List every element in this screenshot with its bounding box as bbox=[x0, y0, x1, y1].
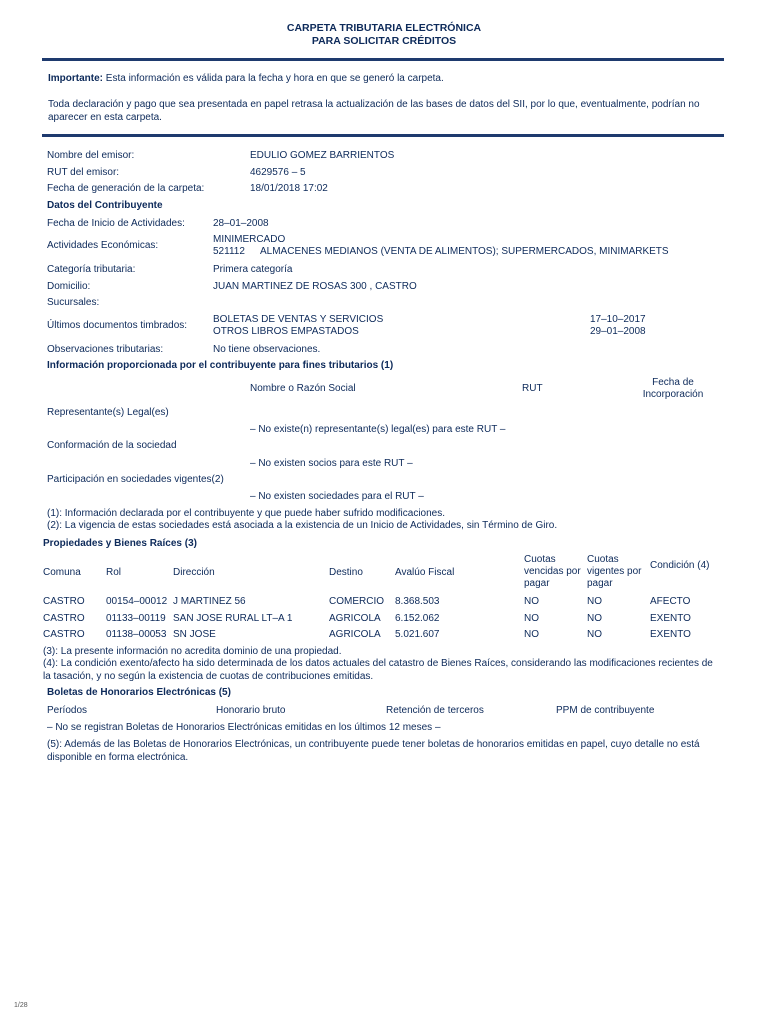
document-title bbox=[0, 22, 768, 48]
cell-condicion: AFECTO bbox=[650, 596, 691, 607]
cell-rol: 00154–00012 bbox=[106, 596, 168, 607]
propiedades-heading: Propiedades y Bienes Raíces (3) bbox=[43, 538, 197, 549]
conformacion-empty: – No existen socios para este RUT – bbox=[250, 458, 413, 469]
doc-1-date: 17–10–2017 bbox=[590, 314, 646, 325]
cell-avaluo: 5.021.607 bbox=[395, 629, 440, 640]
observaciones-label: Observaciones tributarias: bbox=[47, 344, 164, 355]
participacion-label: Participación en sociedades vigentes(2) bbox=[47, 474, 224, 485]
cell-vigentes: NO bbox=[587, 596, 602, 607]
cell-condicion: EXENTO bbox=[650, 629, 691, 640]
actividades-label: Actividades Económicas: bbox=[47, 240, 159, 251]
note-1: (1): Información declarada por el contribuyente y que puede haber sufrido modificaciones. bbox=[47, 508, 446, 519]
cell-comuna: CASTRO bbox=[43, 613, 85, 624]
page-number: 1/28 bbox=[14, 1002, 28, 1009]
doc-2: OTROS LIBROS EMPASTADOS bbox=[213, 326, 359, 337]
cell-rol: 01133–00119 bbox=[106, 613, 166, 624]
important-text: Esta información es válida para la fecha y hora en que se generó la carpeta. bbox=[105, 73, 444, 84]
representantes-empty: – No existe(n) representante(s) legal(es) para este RUT – bbox=[250, 424, 506, 435]
note-4: (4): La condición exento/afecto ha sido determinada de los datos actuales del catastro de Bienes Raíces, considerando las modificaciones recientes de la tasación, y no según la existencia de cuotas de contribuciones emitidas. bbox=[43, 658, 713, 682]
col-retencion: Retención de terceros bbox=[386, 705, 484, 716]
note-5: (5): Además de las Boletas de Honorarios Electrónicas, un contribuyente puede tener boletas de honorarios emitidas en papel, cuyo detalle no está disponible en forma electrónica. bbox=[47, 739, 700, 763]
emisor-rut: 4629576 – 5 bbox=[250, 167, 306, 178]
actividad-2: ALMACENES MEDIANOS (VENTA DE ALIMENTOS); SUPERMERCADOS, MINIMARKETS bbox=[260, 246, 669, 257]
cell-destino: AGRICOLA bbox=[329, 629, 381, 640]
observaciones-value: No tiene observaciones. bbox=[213, 344, 321, 355]
cell-vigentes: NO bbox=[587, 629, 602, 640]
emisor-rut-label: RUT del emisor: bbox=[47, 167, 120, 178]
col-rut: RUT bbox=[522, 383, 543, 394]
cell-comuna: CASTRO bbox=[43, 629, 85, 640]
doc-2-date: 29–01–2008 bbox=[590, 326, 646, 337]
conformacion-label: Conformación de la sociedad bbox=[47, 440, 177, 451]
col-ppm: PPM de contribuyente bbox=[556, 705, 655, 716]
actividad-1: MINIMERCADO bbox=[213, 234, 286, 245]
cell-destino: COMERCIO bbox=[329, 596, 384, 607]
notice-rule bbox=[42, 134, 724, 137]
cell-vencidas: NO bbox=[524, 629, 539, 640]
th-comuna: Comuna bbox=[43, 567, 81, 578]
note-2: (2): La vigencia de estas sociedades está asociada a la existencia de un Inicio de Actividades, sin Término de Giro. bbox=[47, 520, 558, 531]
cell-vencidas: NO bbox=[524, 596, 539, 607]
title-line-2: PARA SOLICITAR CRÉDITOS bbox=[311, 35, 457, 47]
categoria-label: Categoría tributaria: bbox=[47, 264, 136, 275]
boletas-heading: Boletas de Honorarios Electrónicas (5) bbox=[47, 687, 231, 698]
inicio-label: Fecha de Inicio de Actividades: bbox=[47, 218, 185, 229]
important-label: Importante: bbox=[48, 73, 103, 84]
cell-direccion: J MARTINEZ 56 bbox=[173, 596, 246, 607]
important-notice bbox=[48, 73, 444, 84]
cell-direccion: SAN JOSE RURAL LT–A 1 bbox=[173, 613, 293, 624]
participacion-empty: – No existen sociedades para el RUT – bbox=[250, 491, 424, 502]
inicio-value: 28–01–2008 bbox=[213, 218, 269, 229]
th-destino: Destino bbox=[329, 567, 363, 578]
doc-1: BOLETAS DE VENTAS Y SERVICIOS bbox=[213, 314, 384, 325]
th-direccion: Dirección bbox=[173, 567, 215, 578]
info-heading: Información proporcionada por el contribuyente para fines tributarios (1) bbox=[47, 360, 394, 371]
cell-avaluo: 6.152.062 bbox=[395, 613, 440, 624]
emisor-name: EDULIO GOMEZ BARRIENTOS bbox=[250, 150, 395, 161]
cell-vigentes: NO bbox=[587, 613, 602, 624]
th-avaluo: Avalúo Fiscal bbox=[395, 567, 455, 578]
timbrados-label: Últimos documentos timbrados: bbox=[47, 320, 188, 331]
col-periodos: Períodos bbox=[47, 705, 88, 716]
top-rule bbox=[42, 58, 724, 61]
th-condicion: Condición (4) bbox=[650, 560, 710, 571]
th-rol: Rol bbox=[106, 567, 122, 578]
th-cuotas-vencidas: Cuotas vencidas por pagar bbox=[524, 554, 581, 589]
generation-date: 18/01/2018 17:02 bbox=[250, 183, 328, 194]
generation-date-label: Fecha de generación de la carpeta: bbox=[47, 183, 205, 194]
domicilio-label: Domicilio: bbox=[47, 281, 91, 292]
representantes-label: Representante(s) Legal(es) bbox=[47, 407, 169, 418]
paper-notice: Toda declaración y pago que sea presentada en papel retrasa la actualización de las bases de datos del SII, por lo que, eventualmente, podrían no aparecer en esta carpeta. bbox=[48, 99, 700, 123]
cell-rol: 01138–00053 bbox=[106, 629, 167, 640]
sucursales-label: Sucursales: bbox=[47, 297, 100, 308]
cell-vencidas: NO bbox=[524, 613, 539, 624]
title-line-1: CARPETA TRIBUTARIA ELECTRÓNICA bbox=[286, 22, 482, 34]
cell-condicion: EXENTO bbox=[650, 613, 691, 624]
col-fecha-incorporacion: Fecha de Incorporación bbox=[642, 377, 704, 400]
cell-comuna: CASTRO bbox=[43, 596, 85, 607]
categoria-value: Primera categoría bbox=[213, 264, 293, 275]
th-cuotas-vigentes: Cuotas vigentes por pagar bbox=[587, 554, 642, 589]
cell-destino: AGRICOLA bbox=[329, 613, 381, 624]
actividad-2-code: 521112 bbox=[213, 246, 245, 257]
cell-avaluo: 8.368.503 bbox=[395, 596, 440, 607]
boletas-empty: – No se registran Boletas de Honorarios Electrónicas emitidas en los últimos 12 meses – bbox=[47, 722, 441, 733]
cell-direccion: SN JOSE bbox=[173, 629, 216, 640]
emisor-name-label: Nombre del emisor: bbox=[47, 150, 135, 161]
domicilio-value: JUAN MARTINEZ DE ROSAS 300 , CASTRO bbox=[213, 281, 417, 292]
col-nombre: Nombre o Razón Social bbox=[250, 383, 356, 394]
col-honorario-bruto: Honorario bruto bbox=[216, 705, 286, 716]
contribuyente-heading: Datos del Contribuyente bbox=[47, 200, 163, 211]
note-3: (3): La presente información no acredita dominio de una propiedad. bbox=[43, 646, 342, 657]
